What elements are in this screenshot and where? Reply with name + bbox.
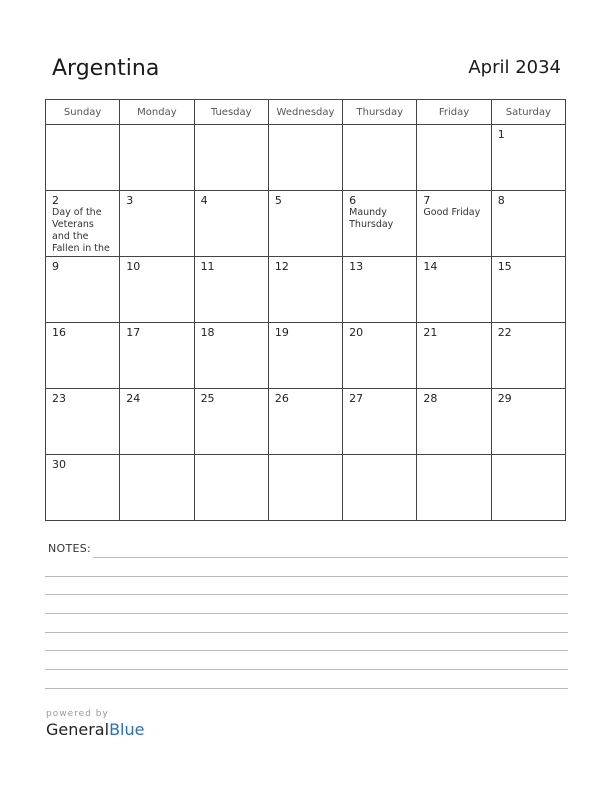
week-row bbox=[46, 389, 566, 455]
note-line bbox=[45, 594, 568, 595]
day-number: 8 bbox=[497, 194, 505, 207]
day-cell bbox=[268, 257, 342, 323]
holiday-event: Good Friday bbox=[423, 207, 481, 218]
calendar-grid bbox=[45, 99, 566, 521]
day-cell bbox=[491, 191, 565, 257]
week-row bbox=[46, 323, 566, 389]
day-cell bbox=[46, 389, 120, 455]
day-number: 30 bbox=[52, 458, 66, 471]
note-line bbox=[45, 613, 568, 614]
day-cell bbox=[46, 455, 120, 521]
day-number: 3 bbox=[126, 194, 134, 207]
day-cell bbox=[417, 389, 491, 455]
day-cell bbox=[343, 125, 417, 191]
holiday-event: Day of the Veterans and the Fallen in the bbox=[52, 207, 110, 253]
day-cell bbox=[417, 257, 491, 323]
day-cell bbox=[46, 257, 120, 323]
day-cell bbox=[194, 191, 268, 257]
week-row bbox=[46, 257, 566, 323]
weekday-thursday: Thursday bbox=[343, 100, 417, 125]
day-number: 6 bbox=[349, 194, 357, 207]
day-cell bbox=[268, 191, 342, 257]
day-cell bbox=[491, 125, 565, 191]
day-number: 13 bbox=[349, 260, 364, 273]
note-line bbox=[45, 632, 568, 633]
brand-general-text: General bbox=[46, 720, 110, 739]
weekday-tuesday: Tuesday bbox=[194, 100, 268, 125]
country-title: Argentina bbox=[52, 56, 160, 81]
day-number: 29 bbox=[497, 392, 512, 405]
day-number: 19 bbox=[274, 326, 289, 339]
day-number: 25 bbox=[200, 392, 215, 405]
day-number: 9 bbox=[52, 260, 59, 273]
weekday-monday: Monday bbox=[120, 100, 194, 125]
weekday-saturday: Saturday bbox=[491, 100, 565, 125]
brand-blue-text: Blue bbox=[109, 720, 145, 739]
day-cell bbox=[491, 389, 565, 455]
weekday-wednesday: Wednesday bbox=[268, 100, 342, 125]
day-cell bbox=[194, 455, 268, 521]
day-cell bbox=[268, 125, 342, 191]
note-line bbox=[45, 688, 568, 689]
day-cell bbox=[194, 257, 268, 323]
day-number: 14 bbox=[423, 260, 438, 273]
weekday-friday: Friday bbox=[417, 100, 491, 125]
day-number: 17 bbox=[126, 326, 141, 339]
week-row bbox=[46, 455, 566, 521]
day-number: 28 bbox=[423, 392, 438, 405]
day-number: 21 bbox=[423, 326, 438, 339]
day-cell bbox=[46, 323, 120, 389]
day-cell bbox=[491, 455, 565, 521]
day-cell bbox=[120, 257, 194, 323]
day-cell bbox=[491, 323, 565, 389]
day-cell bbox=[194, 323, 268, 389]
day-cell bbox=[343, 455, 417, 521]
day-cell bbox=[268, 389, 342, 455]
day-number: 4 bbox=[200, 194, 208, 207]
day-number: 11 bbox=[200, 260, 215, 273]
day-cell bbox=[120, 389, 194, 455]
day-cell bbox=[417, 455, 491, 521]
day-number: 24 bbox=[126, 392, 141, 405]
day-number: 16 bbox=[52, 326, 66, 339]
day-number: 12 bbox=[274, 260, 289, 273]
brand-logo bbox=[46, 720, 144, 739]
day-cell bbox=[120, 455, 194, 521]
day-cell bbox=[417, 323, 491, 389]
day-number: 20 bbox=[349, 326, 364, 339]
day-number: 15 bbox=[497, 260, 512, 273]
day-cell bbox=[194, 389, 268, 455]
note-line bbox=[45, 650, 568, 651]
day-cell bbox=[268, 455, 342, 521]
footer-branding bbox=[46, 709, 144, 739]
notes-label: NOTES: bbox=[48, 542, 92, 555]
day-number: 23 bbox=[52, 392, 66, 405]
month-year-title: April 2034 bbox=[468, 57, 561, 78]
day-number: 26 bbox=[274, 392, 289, 405]
note-line bbox=[45, 669, 568, 670]
note-line bbox=[45, 576, 568, 577]
day-cell bbox=[194, 125, 268, 191]
day-cell bbox=[491, 257, 565, 323]
day-cell bbox=[343, 323, 417, 389]
day-number: 5 bbox=[274, 194, 282, 207]
day-cell bbox=[343, 191, 417, 257]
day-number: 27 bbox=[349, 392, 364, 405]
day-cell bbox=[268, 323, 342, 389]
day-cell bbox=[343, 389, 417, 455]
day-number: 18 bbox=[200, 326, 215, 339]
day-cell bbox=[417, 191, 491, 257]
weekday-sunday: Sunday bbox=[46, 100, 120, 125]
powered-by-text: powered by bbox=[46, 709, 109, 719]
day-cell bbox=[417, 125, 491, 191]
week-row bbox=[46, 191, 566, 257]
day-cell bbox=[120, 323, 194, 389]
day-number: 22 bbox=[497, 326, 512, 339]
day-number: 10 bbox=[126, 260, 141, 273]
day-cell bbox=[343, 257, 417, 323]
day-cell bbox=[120, 125, 194, 191]
holiday-event: Maundy Thursday bbox=[349, 207, 394, 230]
weekday-header-row bbox=[46, 100, 566, 125]
day-cell bbox=[120, 191, 194, 257]
day-number: 2 bbox=[52, 194, 59, 207]
week-row bbox=[46, 125, 566, 191]
day-cell bbox=[46, 125, 120, 191]
day-cell bbox=[46, 191, 120, 257]
note-line bbox=[93, 557, 568, 558]
day-number: 1 bbox=[497, 128, 505, 141]
day-number: 7 bbox=[423, 194, 431, 207]
